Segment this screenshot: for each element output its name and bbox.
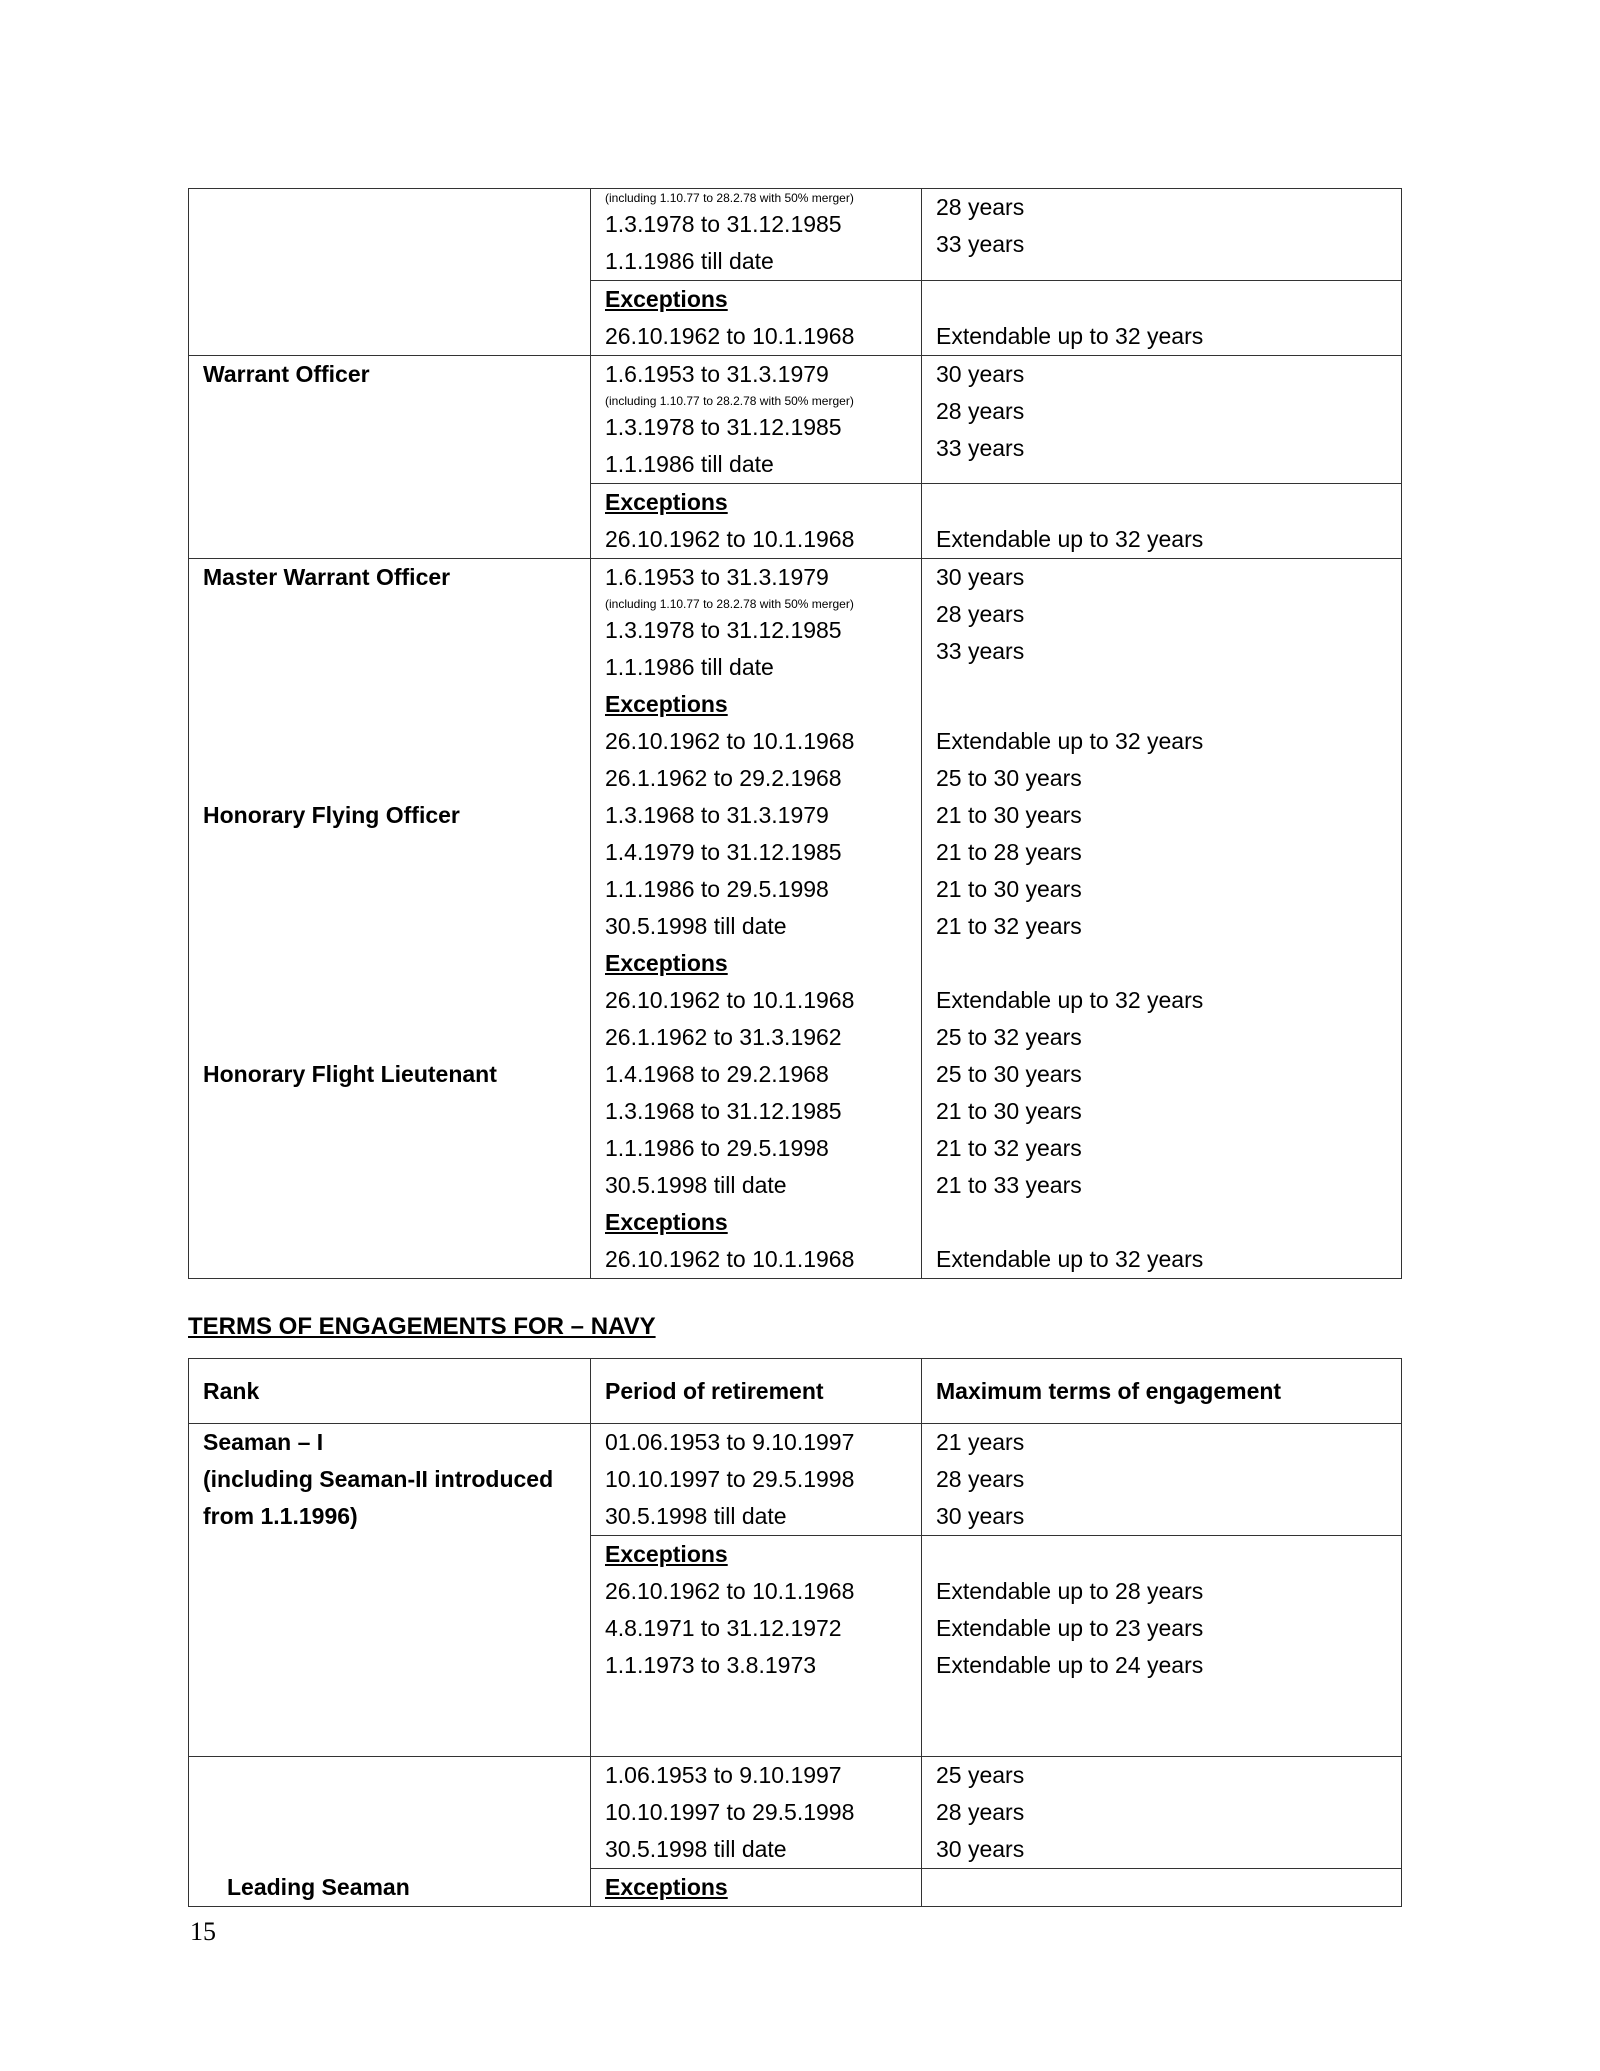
exceptions-heading: Exceptions: [605, 1874, 728, 1900]
term-line: 21 to 30 years: [936, 876, 1082, 902]
table-row: [189, 1424, 1402, 1536]
period-line: 1.3.1978 to 31.12.1985: [605, 617, 842, 643]
period-line: 30.5.1998 till date: [605, 1172, 787, 1198]
period-line: 1.06.1953 to 9.10.1997: [605, 1762, 842, 1788]
period-line: 1.3.1968 to 31.3.1979: [605, 802, 829, 828]
term-line: 30 years: [936, 361, 1025, 387]
exception-period: 26.10.1962 to 10.1.1968: [605, 987, 855, 1013]
term-line: 25 to 32 years: [936, 1024, 1082, 1050]
exceptions-terms-cell: [922, 1536, 1402, 1757]
term-line: 21 to 28 years: [936, 839, 1082, 865]
period-line: 1.3.1978 to 31.12.1985: [605, 211, 842, 237]
exception-term: Extendable up to 32 years: [936, 1246, 1204, 1272]
exception-period: 26.10.1962 to 10.1.1968: [605, 1246, 855, 1272]
page-number: 15: [190, 1917, 216, 1946]
period-line: 1.3.1968 to 31.12.1985: [605, 1098, 842, 1124]
exceptions-heading: Exceptions: [605, 691, 728, 717]
exception-period: 26.10.1962 to 10.1.1968: [605, 1578, 855, 1604]
period-cell: [591, 1424, 922, 1536]
term-line: 28 years: [936, 601, 1025, 627]
term-line: 28 years: [936, 1466, 1025, 1492]
term-line: 28 years: [936, 398, 1025, 424]
rank-cell: [189, 189, 591, 356]
terms-cell: [922, 356, 1402, 484]
period-line: 01.06.1953 to 9.10.1997: [605, 1429, 855, 1455]
rank-label: Warrant Officer: [203, 361, 370, 387]
exception-term: Extendable up to 32 years: [936, 323, 1204, 349]
period-cell: [591, 559, 922, 1279]
exceptions-heading: Exceptions: [605, 1209, 728, 1235]
period-line: 1.1.1986 till date: [605, 451, 774, 477]
period-line: 1.1.1986 till date: [605, 654, 774, 680]
term-line: 25 to 30 years: [936, 765, 1082, 791]
period-note: (including 1.10.77 to 28.2.78 with 50% merger): [605, 191, 854, 205]
rank-label: Seaman – I: [203, 1429, 324, 1455]
exceptions-period-cell: [591, 484, 922, 559]
exception-term: Extendable up to 24 years: [936, 1652, 1204, 1678]
period-line: 10.10.1997 to 29.5.1998: [605, 1466, 855, 1492]
term-line: 30 years: [936, 1836, 1025, 1862]
terms-header: Maximum terms of engagement: [936, 1377, 1282, 1404]
period-line: 1.6.1953 to 31.3.1979: [605, 361, 829, 387]
air-force-terms-table: [188, 188, 1402, 1279]
period-line: 26.1.1962 to 29.2.1968: [605, 765, 842, 791]
table-row: [189, 189, 1402, 281]
period-line: 1.6.1953 to 31.3.1979: [605, 564, 829, 590]
table-row: [189, 1757, 1402, 1869]
term-line: 33 years: [936, 435, 1025, 461]
exceptions-period-cell: [591, 1536, 922, 1757]
period-line: 30.5.1998 till date: [605, 1503, 787, 1529]
header-cell: [922, 1359, 1402, 1424]
period-line: 1.1.1986 to 29.5.1998: [605, 876, 829, 902]
exception-term: Extendable up to 28 years: [936, 1578, 1204, 1604]
term-line: 25 to 30 years: [936, 1061, 1082, 1087]
exception-term: Extendable up to 32 years: [936, 526, 1204, 552]
term-line: 33 years: [936, 638, 1025, 664]
exception-term: Extendable up to 23 years: [936, 1615, 1204, 1641]
exceptions-heading: Exceptions: [605, 1541, 728, 1567]
period-line: 26.1.1962 to 31.3.1962: [605, 1024, 842, 1050]
term-line: 30 years: [936, 1503, 1025, 1529]
table-row: [189, 559, 1402, 1279]
period-cell: [591, 1757, 922, 1869]
section-title: TERMS OF ENGAGEMENTS FOR – NAVY: [188, 1313, 656, 1340]
term-line: 21 to 30 years: [936, 1098, 1082, 1124]
terms-cell: [922, 189, 1402, 281]
term-line: 30 years: [936, 564, 1025, 590]
period-line: 1.1.1986 till date: [605, 248, 774, 274]
term-line: 25 years: [936, 1762, 1025, 1788]
exceptions-terms-cell: [922, 281, 1402, 356]
exception-term: Extendable up to 32 years: [936, 987, 1204, 1013]
exception-period: 1.1.1973 to 3.8.1973: [605, 1652, 817, 1678]
rank-label: Leading Seaman: [227, 1874, 410, 1900]
term-line: 28 years: [936, 1799, 1025, 1825]
period-line: 1.4.1968 to 29.2.1968: [605, 1061, 829, 1087]
terms-cell: [922, 1424, 1402, 1536]
term-line: 21 to 32 years: [936, 1135, 1082, 1161]
terms-cell: [922, 559, 1402, 1279]
period-cell: [591, 356, 922, 484]
table-header-row: [189, 1359, 1402, 1424]
term-line: 28 years: [936, 194, 1025, 220]
header-cell: [591, 1359, 922, 1424]
period-header: Period of retirement: [605, 1377, 824, 1404]
navy-terms-table: [188, 1358, 1402, 1907]
table-row: [189, 356, 1402, 484]
period-line: 30.5.1998 till date: [605, 1836, 787, 1862]
terms-cell: [922, 1757, 1402, 1869]
exception-period: 26.10.1962 to 10.1.1968: [605, 526, 855, 552]
period-note: (including 1.10.77 to 28.2.78 with 50% merger): [605, 597, 854, 611]
term-line: 21 years: [936, 1429, 1025, 1455]
exception-term: Extendable up to 32 years: [936, 728, 1204, 754]
period-cell: [591, 189, 922, 281]
exceptions-heading: Exceptions: [605, 286, 728, 312]
term-line: 21 to 33 years: [936, 1172, 1082, 1198]
period-line: 1.3.1978 to 31.12.1985: [605, 414, 842, 440]
exception-period: 4.8.1971 to 31.12.1972: [605, 1615, 842, 1641]
rank-label: (including Seaman-II introduced: [203, 1466, 554, 1492]
rank-cell: [189, 356, 591, 559]
period-line: 1.1.1986 to 29.5.1998: [605, 1135, 829, 1161]
rank-label: Honorary Flight Lieutenant: [203, 1061, 497, 1087]
exceptions-terms-cell: [922, 1869, 1402, 1907]
rank-cell: [189, 1424, 591, 1757]
rank-label: Master Warrant Officer: [203, 564, 451, 590]
period-line: 30.5.1998 till date: [605, 913, 787, 939]
period-line: 1.4.1979 to 31.12.1985: [605, 839, 842, 865]
exception-period: 26.10.1962 to 10.1.1968: [605, 323, 855, 349]
exception-period: 26.10.1962 to 10.1.1968: [605, 728, 855, 754]
exceptions-heading: Exceptions: [605, 950, 728, 976]
exceptions-period-cell: [591, 1869, 922, 1907]
header-cell: [189, 1359, 591, 1424]
term-line: 21 to 32 years: [936, 913, 1082, 939]
period-note: (including 1.10.77 to 28.2.78 with 50% merger): [605, 394, 854, 408]
rank-cell: [189, 559, 591, 1279]
exceptions-terms-cell: [922, 484, 1402, 559]
rank-label: Honorary Flying Officer: [203, 802, 460, 828]
term-line: 21 to 30 years: [936, 802, 1082, 828]
exceptions-heading: Exceptions: [605, 489, 728, 515]
exceptions-period-cell: [591, 281, 922, 356]
rank-header: Rank: [203, 1377, 260, 1404]
period-line: 10.10.1997 to 29.5.1998: [605, 1799, 855, 1825]
rank-label: from 1.1.1996): [203, 1503, 358, 1529]
rank-cell: [189, 1757, 591, 1907]
term-line: 33 years: [936, 231, 1025, 257]
